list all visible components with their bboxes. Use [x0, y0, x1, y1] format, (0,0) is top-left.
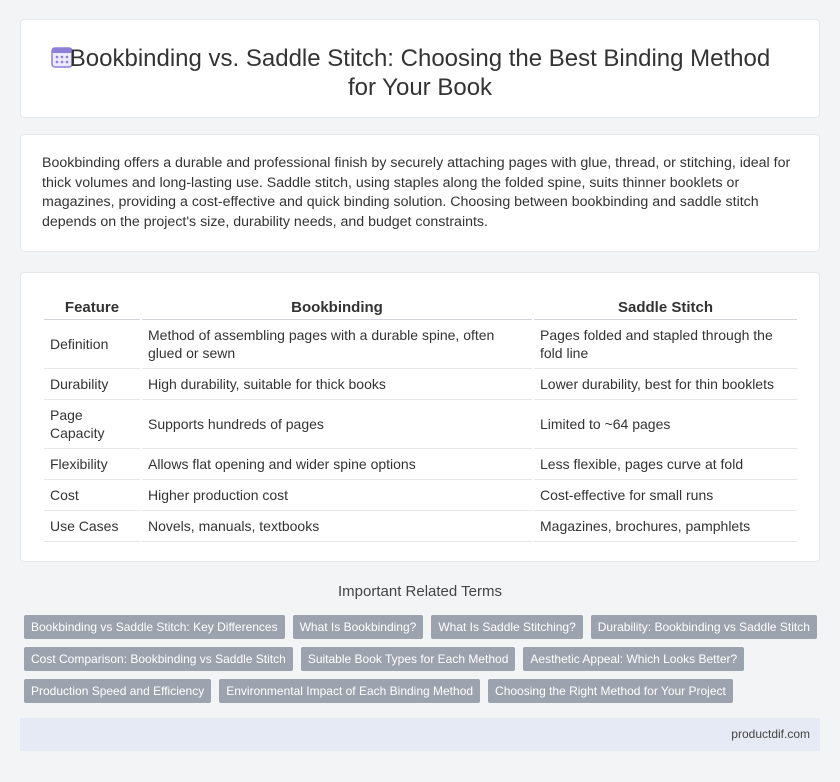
table-row: [44, 511, 797, 542]
row-saddle-stitch: Magazines, brochures, pamphlets: [534, 511, 797, 542]
page-title-line1: Bookbinding vs. Saddle Stitch: Choosing the Best Binding Method: [69, 45, 771, 72]
related-terms-heading: Important Related Terms: [338, 583, 502, 600]
row-feature: Durability: [44, 369, 140, 400]
related-tags: [24, 615, 824, 711]
header-saddle-stitch: Saddle Stitch: [534, 295, 797, 320]
table-header-row: [44, 295, 797, 320]
table-row: [44, 400, 797, 449]
footer-site-link[interactable]: productdif.com: [731, 727, 810, 741]
intro-card: [20, 134, 820, 252]
row-bookbinding: Supports hundreds of pages: [142, 400, 532, 449]
row-bookbinding: High durability, suitable for thick books: [142, 369, 532, 400]
related-tag[interactable]: What Is Bookbinding?: [293, 615, 424, 639]
related-tag[interactable]: Aesthetic Appeal: Which Looks Better?: [523, 647, 744, 671]
row-bookbinding: Method of assembling pages with a durable spine, often glued or sewn: [142, 320, 532, 369]
related-tag[interactable]: What Is Saddle Stitching?: [431, 615, 582, 639]
row-saddle-stitch: Pages folded and stapled through the fold line: [534, 320, 797, 369]
table-row: [44, 369, 797, 400]
row-saddle-stitch: Limited to ~64 pages: [534, 400, 797, 449]
tag-row: [24, 679, 824, 703]
related-tag[interactable]: Suitable Book Types for Each Method: [301, 647, 516, 671]
footer: [20, 718, 820, 751]
row-saddle-stitch: Cost-effective for small runs: [534, 480, 797, 511]
row-feature: Definition: [44, 320, 140, 369]
row-bookbinding: Allows flat opening and wider spine options: [142, 449, 532, 480]
related-tag[interactable]: Choosing the Right Method for Your Project: [488, 679, 733, 703]
row-bookbinding: Novels, manuals, textbooks: [142, 511, 532, 542]
table-row: [44, 449, 797, 480]
row-saddle-stitch: Lower durability, best for thin booklets: [534, 369, 797, 400]
row-feature: Page Capacity: [44, 400, 140, 449]
row-feature: Use Cases: [44, 511, 140, 542]
related-tag[interactable]: Production Speed and Efficiency: [24, 679, 211, 703]
related-tag[interactable]: Environmental Impact of Each Binding Method: [219, 679, 480, 703]
intro-paragraph: Bookbinding offers a durable and professional finish by securely attaching pages with glue, thread, or stitching, ideal for thick volumes and long-lasting use. Saddle stitch, using staples along the folded spine, suits thinner booklets or magazines, providing a cost-effective and quick binding solution. Choosing between bookbinding and saddle stitch depends on the project's size, durability needs, and budget constraints.: [42, 155, 791, 230]
row-feature: Flexibility: [44, 449, 140, 480]
comparison-card: [20, 272, 820, 562]
related-tag[interactable]: Cost Comparison: Bookbinding vs Saddle Stitch: [24, 647, 293, 671]
header-bookbinding: Bookbinding: [142, 295, 532, 320]
title-card: [20, 19, 820, 118]
comparison-table: [42, 295, 799, 542]
header-feature: Feature: [44, 295, 140, 320]
row-feature: Cost: [44, 480, 140, 511]
row-bookbinding: Higher production cost: [142, 480, 532, 511]
row-saddle-stitch: Less flexible, pages curve at fold: [534, 449, 797, 480]
page-title: [21, 44, 819, 102]
related-tag[interactable]: Bookbinding vs Saddle Stitch: Key Differences: [24, 615, 285, 639]
tag-row: [24, 647, 824, 671]
table-row: [44, 480, 797, 511]
tag-row: [24, 615, 824, 639]
related-tag[interactable]: Durability: Bookbinding vs Saddle Stitch: [591, 615, 817, 639]
table-row: [44, 320, 797, 369]
page-title-line2: for Your Book: [347, 74, 493, 101]
